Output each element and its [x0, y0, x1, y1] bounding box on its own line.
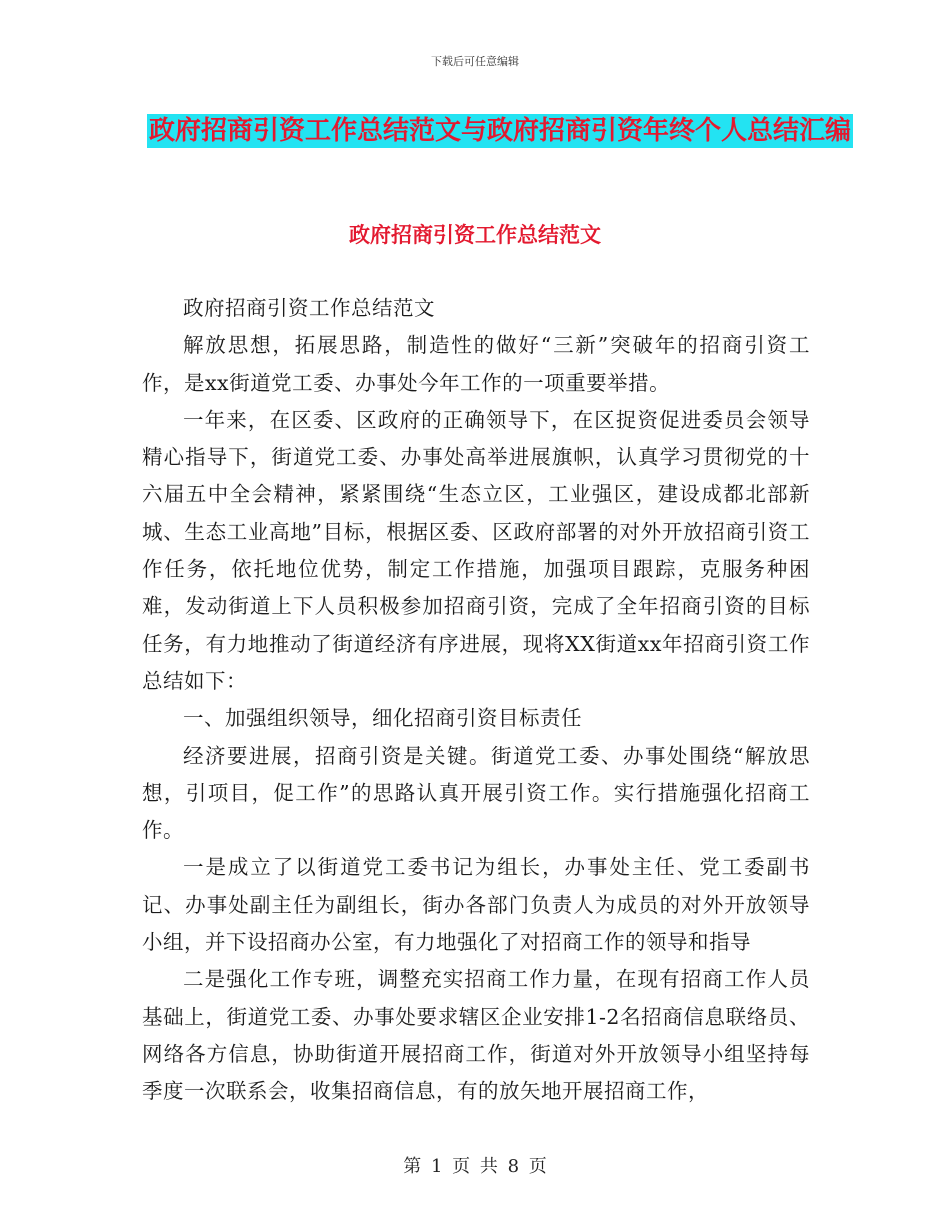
paragraph: 经济要进展，招商引资是关键。街道党工委、办事处围绕“解放思想，引项目，促工作”的思路认真开展引资工作。实行措施强化招商工作。 [142, 743, 810, 843]
main-title-text: 政府招商引资工作总结范文与政府招商引资年终个人总结汇编 [148, 116, 851, 146]
document-main-title [140, 108, 860, 154]
paragraph: 政府招商引资工作总结范文 [183, 296, 435, 320]
section-title: 政府招商引资工作总结范文 [349, 223, 601, 247]
document-body [142, 290, 810, 1111]
paragraph: 解放思想，拓展思路，制造性的做好“三新”突破年的招商引资工作，是xx街道党工委、办事处今年工作的一项重要举措。 [142, 333, 810, 395]
paragraph: 一是成立了以街道党工委书记为组长，办事处主任、党工委副书记、办事处副主任为副组长，街办各部门负责人为成员的对外开放领导小组，并下设招商办公室，有力地强化了对招商工作的领导和指导 [142, 855, 810, 955]
page-header-note: 下载后可任意编辑 [431, 55, 519, 68]
paragraph: 一年来，在区委、区政府的正确领导下，在区捉资促进委员会领导精心指导下，街道党工委、办事处高举进展旗帜，认真学习贯彻党的十六届五中全会精神，紧紧围绕“生态立区，工业强区，建设成都北部新城、生态工业高地”目标，根据区委、区政府部署的对外开放招商引资工作任务，依托地位优势，制定工作措施，加强项目跟踪，克服务种困难，发动街道上下人员积极参加招商引资，完成了全年招商引资的目标任务，有力地推动了街道经济有序进展，现将XX街道xx年招商引资工作总结如下： [142, 407, 810, 693]
page-number: 第 1 页 共 8 页 [403, 1156, 547, 1177]
paragraph: 二是强化工作专班，调整充实招商工作力量，在现有招商工作人员基础上，街道党工委、办事处要求辖区企业安排1-2名招商信息联络员、网络各方信息，协助街道开展招商工作，街道对外开放领导小组坚持每季度一次联系会，收集招商信息，有的放矢地开展招商工作， [142, 967, 810, 1104]
paragraph-heading: 一、加强组织领导，细化招商引资目标责任 [183, 706, 582, 731]
